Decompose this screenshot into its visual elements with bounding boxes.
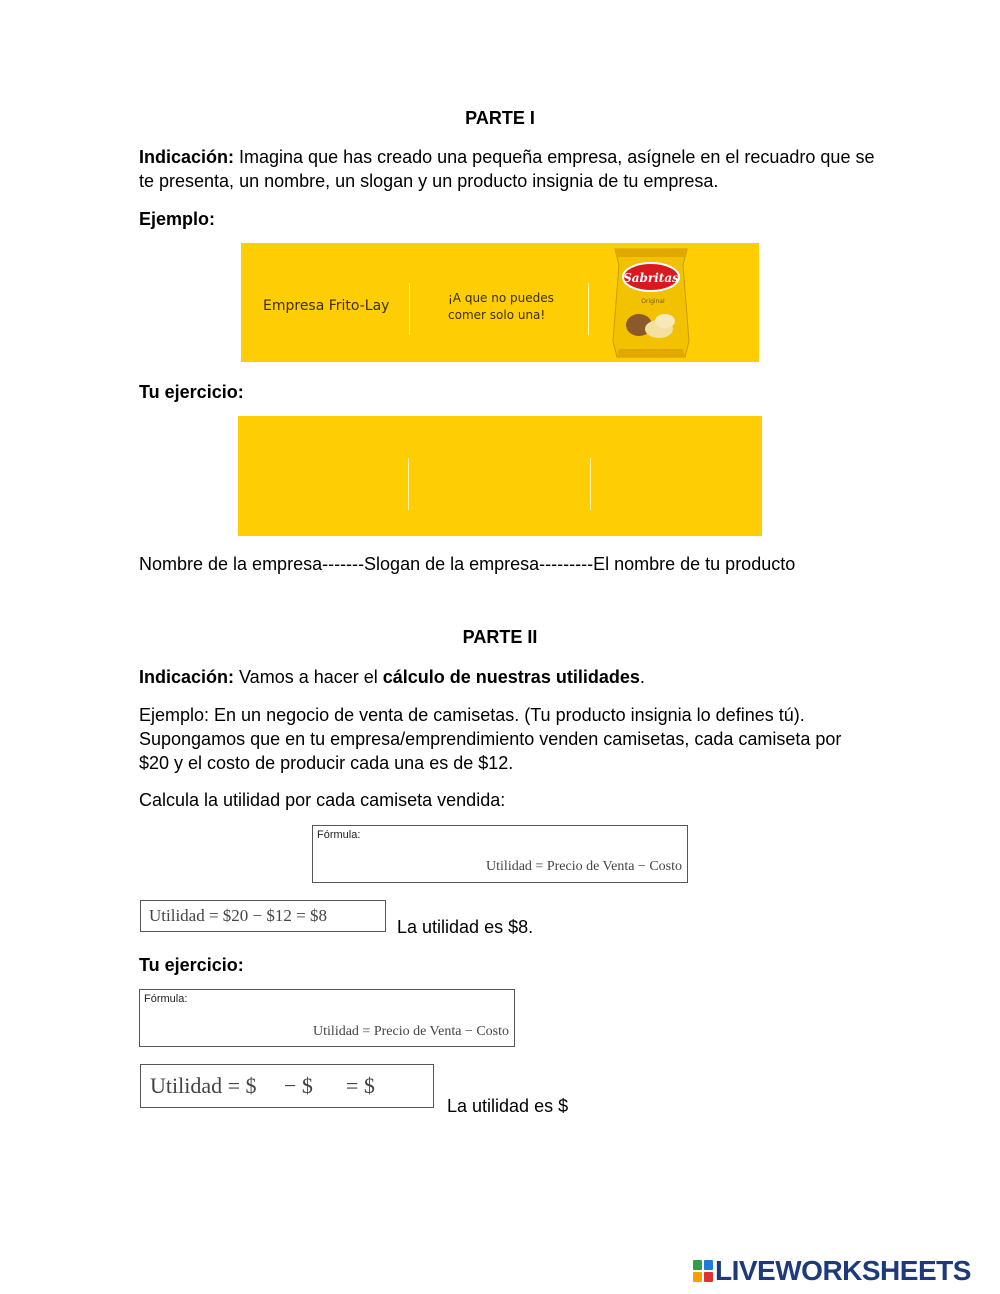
utility-equation-input[interactable] <box>400 1072 430 1100</box>
indication-text: Imagina que has creado una pequeña empresa, asígnele en el recuadro que se te presenta, un nombre, un slogan y un producto insignia de tu empresa. <box>139 147 875 191</box>
exercise-result-text: La utilidad es $ <box>447 1096 569 1116</box>
exercise-formula-box <box>139 989 515 1047</box>
chip-bag-variant: Original <box>641 298 665 305</box>
selling-price-input[interactable] <box>276 1072 320 1100</box>
exercise-label-1: Tu ejercicio: <box>139 382 244 402</box>
indication-label: Indicación: <box>139 147 235 167</box>
formula-expression: Utilidad = Precio de Venta − Costo <box>313 1024 509 1039</box>
product-input-area[interactable] <box>596 426 746 526</box>
example-formula-box <box>312 825 688 883</box>
chip-bag-brand: Sabritas <box>623 271 679 285</box>
example-equation-box: Utilidad = $20 − $12 = $8 <box>140 900 386 932</box>
parte-1-indication <box>139 145 879 193</box>
exercise-label-2: Tu ejercicio: <box>139 955 244 975</box>
banner-slogan: ¡A que no puedes comer solo una! <box>448 291 554 322</box>
banner-company-name: Empresa Frito-Lay <box>263 298 390 314</box>
formula-label: Fórmula: <box>144 993 188 1005</box>
banner-divider <box>408 458 409 510</box>
chip-bag-product-image <box>609 245 693 361</box>
banner-divider <box>590 458 591 510</box>
example-label: Ejemplo: <box>139 209 216 229</box>
parte-2-indication: Indicación: Vamos a hacer el cálculo de nuestras utilidades. <box>139 667 645 687</box>
utility-answer-input[interactable] <box>580 1092 640 1118</box>
exercise-equation-box: Utilidad = $ − $ = $ <box>140 1064 434 1108</box>
formula-label: Fórmula: <box>317 829 361 841</box>
banner-divider <box>409 283 410 335</box>
slogan-input-area[interactable] <box>414 426 584 526</box>
example-paragraph: Ejemplo: En un negocio de venta de camisetas. (Tu producto insignia lo defines tú). Supongamos que en tu empresa/emprendimiento venden camisetas, cada camiseta por $20 y el costo de producir cada una es de $12. <box>139 705 842 773</box>
formula-expression: Utilidad = Precio de Venta − Costo <box>486 859 682 874</box>
logo-text: LIVEWORKSHEETS <box>715 1255 971 1286</box>
liveworksheets-logo <box>693 1256 993 1288</box>
parte-2-heading: PARTE II <box>462 627 538 647</box>
indication-bold-text: cálculo de nuestras utilidades <box>382 667 640 687</box>
company-name-input-area[interactable] <box>258 426 408 526</box>
example-banner <box>241 243 759 362</box>
exercise-banner <box>238 416 762 536</box>
cost-input[interactable] <box>350 1072 394 1100</box>
banner-divider <box>588 283 589 335</box>
calc-instruction: Calcula la utilidad por cada camiseta vendida: <box>139 790 506 810</box>
parte-1-heading: PARTE I <box>465 108 535 128</box>
banner-caption: Nombre de la empresa-------Slogan de la empresa---------El nombre de tu producto <box>139 554 796 574</box>
example-result-text: La utilidad es $8. <box>397 917 534 937</box>
logo-mark-icon <box>693 1260 713 1282</box>
